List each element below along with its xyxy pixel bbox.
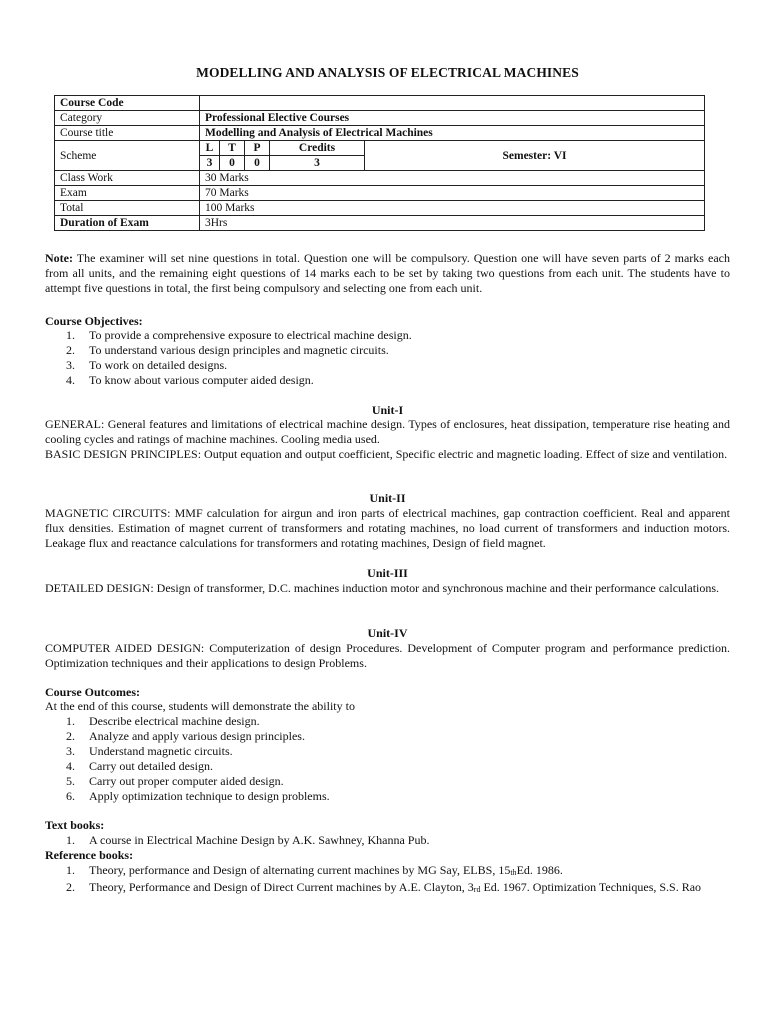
unit-2-paragraph-1: MAGNETIC CIRCUITS: MMF calculation for airgun and iron parts of electrical machines, gap contraction coefficient. Real and apparent flux densities. Estimation of magnet current of transformers and rotating machines, no load current of transformers and induction motors. Leakage flux and reactance calculations for transformers and rotating machines, Design of field magnet. [45, 506, 730, 550]
outcomes-intro: At the end of this course, students will demonstrate the ability to [45, 699, 355, 713]
duration-label: Duration of Exam [55, 216, 200, 231]
unit-2-heading: Unit-II [369, 491, 406, 505]
scheme-header-credits: Credits [270, 141, 365, 156]
class-work-value: 30 Marks [200, 171, 705, 186]
course-code-label: Course Code [55, 96, 200, 111]
scheme-header-t: T [220, 141, 245, 156]
list-item: 4. To know about various computer aided design. [66, 373, 314, 387]
list-item: 3. Understand magnetic circuits. [66, 744, 233, 758]
table-row [55, 201, 705, 216]
scheme-value-t: 0 [220, 156, 245, 171]
outcomes-heading: Course Outcomes: [45, 685, 140, 699]
course-info-table [54, 95, 705, 231]
list-item: 2. Analyze and apply various design principles. [66, 729, 305, 743]
category-value: Professional Elective Courses [200, 111, 705, 126]
unit-4-heading: Unit-IV [367, 626, 408, 640]
note-label: Note: [45, 251, 73, 265]
unit-1-paragraph-1: GENERAL: General features and limitations of electrical machine design. Types of enclosures, heat dissipation, temperature rise heating and cooling cycles and ratings of machine machines. Cooling media used. [45, 417, 730, 446]
list-item: 1. Theory, performance and Design of alternating current machines by MG Say, ELBS, $15_{th}Ed$. 1986. [66, 863, 563, 877]
list-item: 2. Theory, Performance and Design of Direct Current machines by A.E. Clayton, $3_{rd}$ Ed. 1967. Optimization Techniques, S.S. Rao [66, 880, 702, 894]
duration-value: 3Hrs [200, 216, 705, 231]
page-title: MODELLING AND ANALYSIS OF ELECTRICAL MACHINES [196, 65, 579, 80]
course-title-label: Course title [55, 126, 200, 141]
total-value: 100 Marks [200, 201, 705, 216]
scheme-value-l: 3 [200, 156, 220, 171]
list-item: 4. Carry out detailed design. [66, 759, 213, 773]
unit-1-heading: Unit-I [371, 403, 404, 417]
course-title-value: Modelling and Analysis of Electrical Machines [200, 126, 705, 141]
table-row [55, 186, 705, 201]
scheme-label: Scheme [55, 141, 200, 171]
exam-value: 70 Marks [200, 186, 705, 201]
note-text: The examiner will set nine questions in total. Question one will be compulsory. Question one will have seven parts of 2 marks each from all units, and the remaining eight questions of 14 marks each to be set by taking two questions from each unit. The students have to attempt five questions in total, the first being compulsory and selecting one from each unit. [45, 251, 730, 295]
unit-4-paragraph-1: COMPUTER AIDED DESIGN: Computerization of design Procedures. Development of Computer program and performance prediction. Optimization techniques and their applications to design Problems. [45, 641, 730, 670]
outcomes-list [45, 714, 730, 804]
semester-value: Semester: VI [365, 141, 705, 171]
class-work-label: Class Work [55, 171, 200, 186]
scheme-value-p: 0 [245, 156, 270, 171]
table-row [55, 216, 705, 231]
scheme-value-credits: 3 [270, 156, 365, 171]
list-item: 1. To provide a comprehensive exposure to electrical machine design. [66, 328, 412, 342]
table-row [55, 111, 705, 126]
textbooks-heading: Text books: [45, 818, 105, 832]
exam-note [45, 251, 730, 296]
objectives-heading: Course Objectives: [45, 314, 143, 328]
exam-label: Exam [55, 186, 200, 201]
references-heading: Reference books: [45, 848, 134, 862]
course-code-value [200, 96, 705, 111]
scheme-header-p: P [245, 141, 270, 156]
category-label: Category [55, 111, 200, 126]
unit-3-paragraph-1: DETAILED DESIGN: Design of transformer, D.C. machines induction motor and synchronous machine and their performance calculations. [45, 581, 720, 595]
list-item: 6. Apply optimization technique to design problems. [66, 789, 330, 803]
table-row [55, 141, 705, 156]
table-row [55, 96, 705, 111]
objectives-list [45, 328, 730, 388]
list-item: 1. Describe electrical machine design. [66, 714, 260, 728]
total-label: Total [55, 201, 200, 216]
list-item: 2. To understand various design principles and magnetic circuits. [66, 343, 389, 357]
list-item: 3. To work on detailed designs. [66, 358, 228, 372]
references-list [45, 863, 730, 897]
textbooks-list [45, 833, 730, 848]
scheme-header-l: L [200, 141, 220, 156]
unit-3-heading: Unit-III [367, 566, 408, 580]
unit-1-paragraph-2: BASIC DESIGN PRINCIPLES: Output equation and output coefficient, Specific electric and magnetic loading. Effect of size and ventilation. [45, 447, 728, 461]
list-item: 1. A course in Electrical Machine Design by A.K. Sawhney, Khanna Pub. [66, 833, 430, 847]
table-row [55, 126, 705, 141]
list-item: 5. Carry out proper computer aided design. [66, 774, 284, 788]
table-row [55, 171, 705, 186]
